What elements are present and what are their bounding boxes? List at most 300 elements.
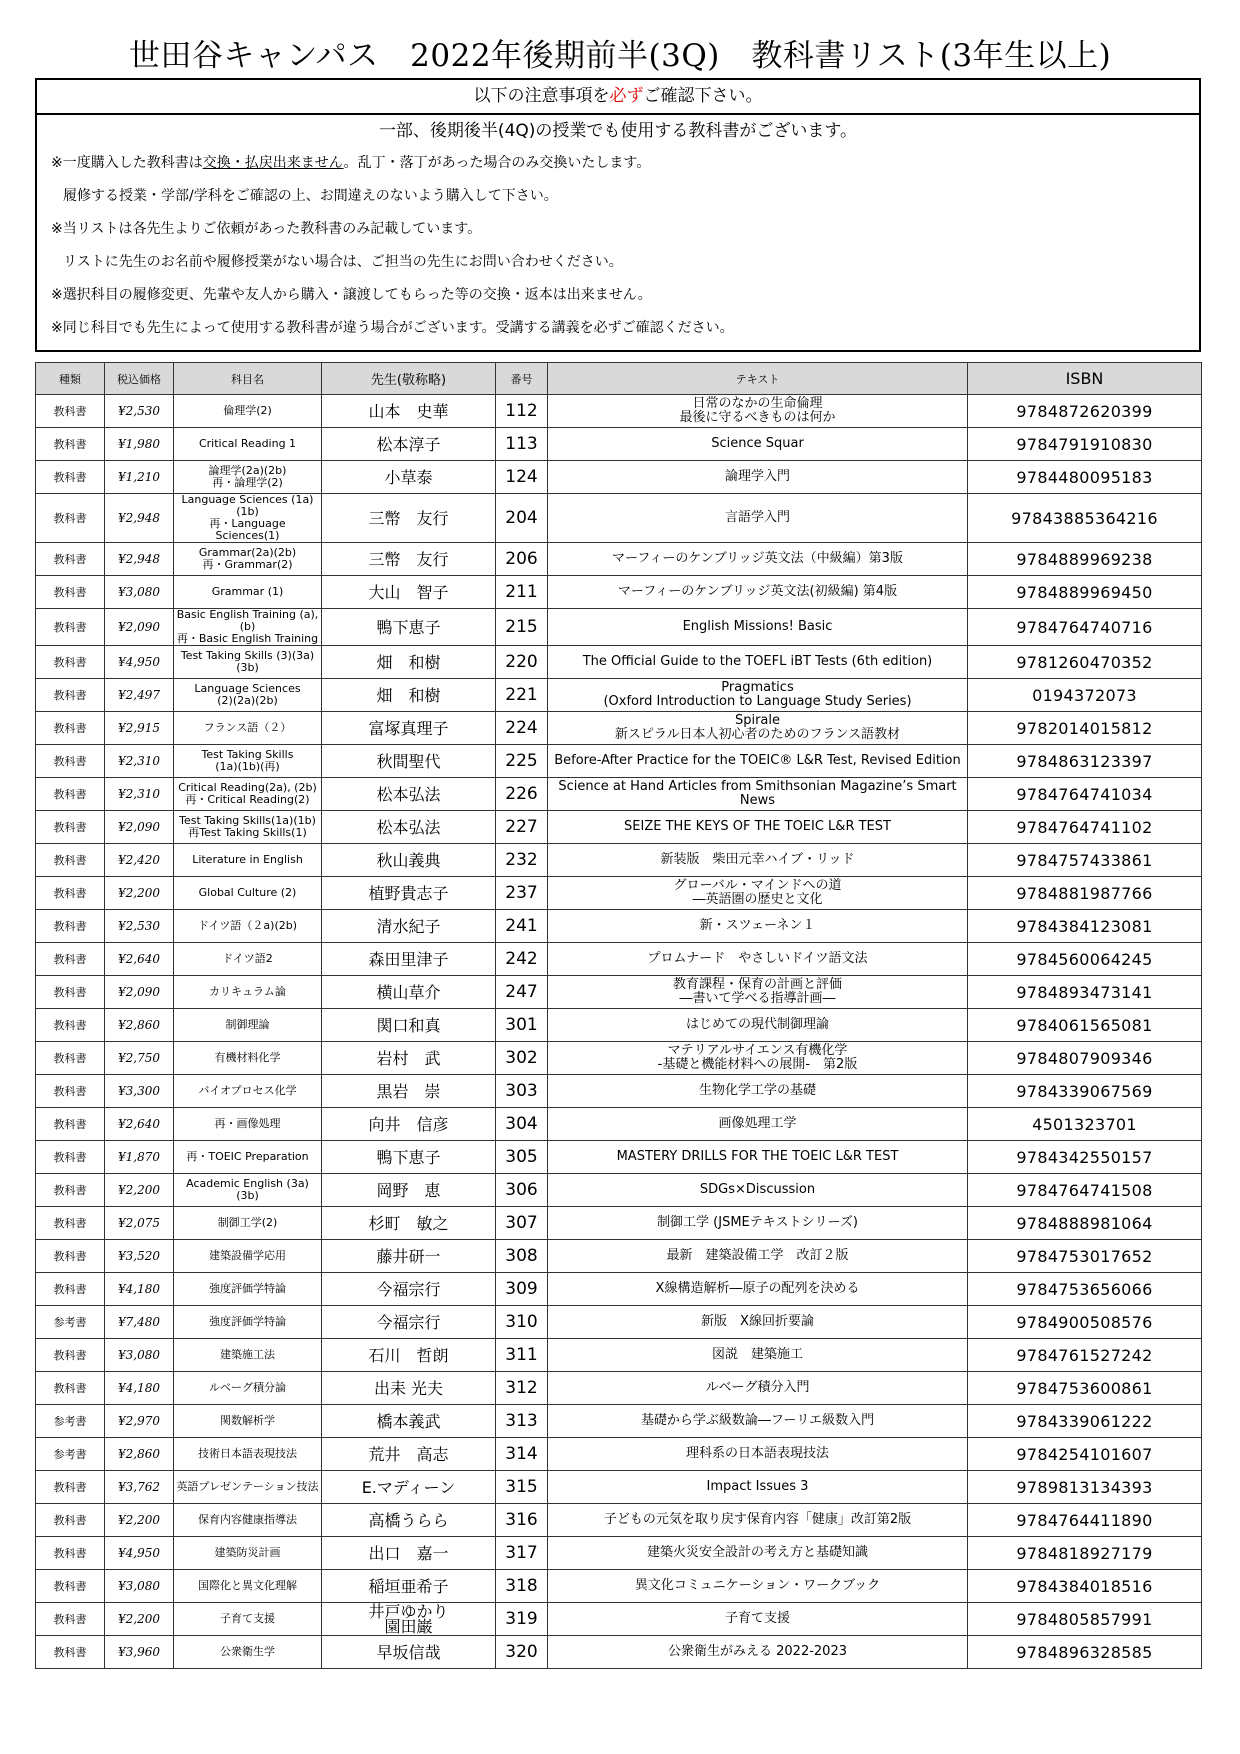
subject-cell-line: 再Test Taking Skills(1) — [188, 826, 307, 839]
text-cell — [548, 1009, 968, 1042]
number-cell: 308 — [496, 1240, 548, 1273]
teacher-cell-line: 杉町 敏之 — [368, 1213, 449, 1233]
text-cell — [548, 1240, 968, 1273]
text-cell — [548, 943, 968, 976]
notice-line: リストに先生のお名前や履修授業がない場合は、ご担当の先生にお問い合わせください。 — [63, 254, 623, 270]
teacher-cell — [322, 1009, 496, 1042]
text-cell — [548, 1108, 968, 1141]
isbn-cell: 0194372073 — [968, 679, 1202, 712]
type-cell: 教科書 — [36, 778, 105, 811]
number-cell: 319 — [496, 1603, 548, 1636]
isbn-cell: 9784805857991 — [968, 1603, 1202, 1636]
number-cell: 313 — [496, 1405, 548, 1438]
subject-cell — [174, 1405, 322, 1438]
teacher-cell — [322, 576, 496, 609]
teacher-cell-line: 植野貴志子 — [368, 883, 449, 903]
price-cell: ¥3,300 — [105, 1075, 174, 1108]
isbn-cell: 4501323701 — [968, 1108, 1202, 1141]
teacher-cell — [322, 745, 496, 778]
text-cell — [548, 1405, 968, 1438]
table-row — [36, 461, 1202, 494]
text-cell — [548, 844, 968, 877]
subject-cell — [174, 646, 322, 679]
isbn-cell: 9784764741034 — [968, 778, 1202, 811]
teacher-cell-line: E.マディーン — [361, 1477, 456, 1497]
teacher-cell — [322, 1174, 496, 1207]
price-cell: ¥2,090 — [105, 976, 174, 1009]
type-cell: 教科書 — [36, 395, 105, 428]
number-cell: 320 — [496, 1636, 548, 1669]
notice-line: 一部、後期後半(4Q)の授業でも使用する教科書がございます。 — [378, 121, 858, 141]
table-row — [36, 609, 1202, 646]
page-title: 世田谷キャンパス 2022年後期前半(3Q) 教科書リスト(3年生以上) — [128, 38, 1112, 74]
subject-cell-line: Basic English Training (a), (b) — [176, 608, 319, 633]
number-cell: 303 — [496, 1075, 548, 1108]
subject-cell — [174, 811, 322, 844]
teacher-cell — [322, 811, 496, 844]
text-cell — [548, 910, 968, 943]
text-cell-line: ―書いて学べる指導計画― — [679, 991, 836, 1006]
teacher-cell-line: 秋間聖代 — [376, 751, 441, 771]
table-row — [36, 1537, 1202, 1570]
table-row — [36, 1240, 1202, 1273]
subject-cell-line: 強度評価学特論 — [209, 1282, 286, 1295]
isbn-cell: 9789813134393 — [968, 1471, 1202, 1504]
teacher-cell-line: 富塚真理子 — [368, 718, 449, 738]
text-cell-line: 新・スツェーネン１ — [699, 918, 816, 933]
type-cell: 教科書 — [36, 712, 105, 745]
table-row — [36, 395, 1202, 428]
type-cell: 教科書 — [36, 877, 105, 910]
text-cell-line: ―英語圏の歴史と文化 — [692, 892, 823, 907]
table-row — [36, 943, 1202, 976]
isbn-cell: 9784888981064 — [968, 1207, 1202, 1240]
table-row — [36, 1174, 1202, 1207]
text-cell-line: English Missions! Basic — [682, 619, 833, 634]
table-row — [36, 1570, 1202, 1603]
teacher-cell-line: 三幣 友行 — [368, 549, 449, 569]
teacher-cell — [322, 844, 496, 877]
teacher-cell — [322, 1636, 496, 1669]
teacher-cell-line: 早坂信哉 — [376, 1642, 441, 1662]
teacher-cell-line: 荒井 高志 — [368, 1444, 449, 1464]
subject-cell — [174, 1273, 322, 1306]
text-cell-line: MASTERY DRILLS FOR THE TOEIC L&R TEST — [616, 1149, 899, 1164]
teacher-cell — [322, 1075, 496, 1108]
subject-cell — [174, 1108, 322, 1141]
table-row — [36, 1636, 1202, 1669]
isbn-cell: 9784339061222 — [968, 1405, 1202, 1438]
notice-line: ※一度購入した教科書は交換・払戻出来ません。乱丁・落丁があった場合のみ交換いたします。 — [51, 155, 651, 171]
subject-cell — [174, 910, 322, 943]
teacher-cell-line: 松本弘法 — [376, 784, 441, 804]
subject-cell-line: Global Culture (2) — [198, 886, 297, 899]
text-cell-line: 生物化学工学の基礎 — [698, 1083, 816, 1098]
type-cell: 教科書 — [36, 609, 105, 646]
number-cell: 112 — [496, 395, 548, 428]
text-cell — [548, 712, 968, 745]
teacher-cell — [322, 395, 496, 428]
price-cell: ¥2,420 — [105, 844, 174, 877]
table-row — [36, 1339, 1202, 1372]
text-cell — [548, 1306, 968, 1339]
text-cell — [548, 778, 968, 811]
text-cell-line: マーフィーのケンブリッジ英文法（中級編）第3版 — [612, 551, 903, 566]
text-cell — [548, 976, 968, 1009]
teacher-cell-line: 今福宗行 — [376, 1312, 441, 1332]
column-header-number: 番号 — [496, 363, 548, 395]
number-cell: 312 — [496, 1372, 548, 1405]
table-row — [36, 428, 1202, 461]
price-cell: ¥2,860 — [105, 1438, 174, 1471]
number-cell: 314 — [496, 1438, 548, 1471]
textbook-table — [35, 362, 1202, 1669]
teacher-cell — [322, 1141, 496, 1174]
notice-line: ※同じ科目でも先生によって使用する教科書が違う場合がございます。受講する講義を必ずご確認ください。 — [51, 320, 734, 336]
isbn-cell: 9784900508576 — [968, 1306, 1202, 1339]
column-header-text: テキスト — [548, 363, 968, 395]
number-cell: 317 — [496, 1537, 548, 1570]
subject-cell-line: 建築防災計画 — [214, 1546, 281, 1559]
price-cell: ¥3,520 — [105, 1240, 174, 1273]
text-cell — [548, 1471, 968, 1504]
text-cell — [548, 1075, 968, 1108]
text-cell-line: 新装版 柴田元幸ハイブ・リッド — [660, 852, 855, 867]
subject-cell — [174, 395, 322, 428]
number-cell: 307 — [496, 1207, 548, 1240]
isbn-cell: 9784893473141 — [968, 976, 1202, 1009]
type-cell: 参考書 — [36, 1438, 105, 1471]
type-cell: 教科書 — [36, 943, 105, 976]
price-cell: ¥2,497 — [105, 679, 174, 712]
teacher-cell-line: 山本 史華 — [368, 401, 449, 421]
table-row — [36, 1207, 1202, 1240]
table-row — [36, 1108, 1202, 1141]
subject-cell-line: 建築施工法 — [220, 1348, 275, 1361]
text-cell — [548, 428, 968, 461]
price-cell: ¥7,480 — [105, 1306, 174, 1339]
subject-cell-line: 論理学(2a)(2b) — [208, 464, 287, 477]
subject-cell-line: 再・Language Sciences(1) — [209, 517, 286, 542]
teacher-cell-line: 秋山義典 — [376, 850, 441, 870]
teacher-cell-line: 井戸ゆかり — [368, 1602, 449, 1621]
subject-cell-line: (2)(2a)(2b) — [217, 694, 278, 707]
subject-cell-line: 英語プレゼンテーション技法 — [176, 1480, 319, 1493]
text-cell — [548, 1273, 968, 1306]
text-cell-line: 教育課程・保育の計画と評価 — [672, 977, 842, 992]
text-cell — [548, 679, 968, 712]
notice-line: 履修する授業・学部/学科をご確認の上、お間違えのないよう購入して下さい。 — [63, 188, 558, 204]
price-cell: ¥2,948 — [105, 494, 174, 543]
subject-cell — [174, 543, 322, 576]
teacher-cell — [322, 1207, 496, 1240]
text-cell-line: はじめての現代制御理論 — [685, 1017, 829, 1032]
price-cell: ¥2,915 — [105, 712, 174, 745]
type-cell: 教科書 — [36, 1339, 105, 1372]
isbn-cell: 9784560064245 — [968, 943, 1202, 976]
type-cell: 教科書 — [36, 1636, 105, 1669]
text-cell — [548, 877, 968, 910]
teacher-cell-line: 小草泰 — [384, 467, 433, 487]
isbn-cell: 9784764411890 — [968, 1504, 1202, 1537]
subject-cell — [174, 1372, 322, 1405]
number-cell: 315 — [496, 1471, 548, 1504]
teacher-cell — [322, 976, 496, 1009]
teacher-cell — [322, 1438, 496, 1471]
price-cell: ¥2,970 — [105, 1405, 174, 1438]
teacher-cell — [322, 1306, 496, 1339]
text-cell-line: ルベーグ積分入門 — [705, 1380, 810, 1395]
table-row — [36, 1504, 1202, 1537]
subject-cell — [174, 461, 322, 494]
isbn-cell: 9784889969238 — [968, 543, 1202, 576]
price-cell: ¥2,090 — [105, 811, 174, 844]
text-cell-line: プロムナード やさしいドイツ語文法 — [647, 951, 868, 966]
subject-cell-line: Grammar(2a)(2b) — [198, 546, 297, 559]
table-row — [36, 1075, 1202, 1108]
text-cell — [548, 461, 968, 494]
teacher-cell — [322, 712, 496, 745]
number-cell: 318 — [496, 1570, 548, 1603]
isbn-cell: 9784384018516 — [968, 1570, 1202, 1603]
teacher-cell-line: 鴨下恵子 — [376, 617, 441, 637]
teacher-cell-line: 松本弘法 — [376, 817, 441, 837]
isbn-cell: 9784254101607 — [968, 1438, 1202, 1471]
type-cell: 教科書 — [36, 576, 105, 609]
text-cell — [548, 1207, 968, 1240]
subject-cell-line: バイオプロセス化学 — [198, 1084, 297, 1097]
teacher-cell — [322, 679, 496, 712]
type-cell: 教科書 — [36, 1537, 105, 1570]
text-cell — [548, 1603, 968, 1636]
table-row — [36, 1405, 1202, 1438]
table-row — [36, 576, 1202, 609]
notice-line: ※当リストは各先生よりご依頼があった教科書のみ記載しています。 — [51, 221, 482, 237]
type-cell: 教科書 — [36, 1108, 105, 1141]
type-cell: 教科書 — [36, 1141, 105, 1174]
teacher-cell — [322, 1042, 496, 1075]
teacher-cell — [322, 461, 496, 494]
text-cell — [548, 646, 968, 679]
teacher-cell-line: 橋本義武 — [376, 1411, 441, 1431]
table-row — [36, 976, 1202, 1009]
number-cell: 247 — [496, 976, 548, 1009]
isbn-cell: 9784339067569 — [968, 1075, 1202, 1108]
teacher-cell — [322, 1537, 496, 1570]
price-cell: ¥4,950 — [105, 646, 174, 679]
subject-cell — [174, 1537, 322, 1570]
emphasis-text: 必ず — [609, 86, 644, 106]
subject-cell-line: ルベーグ積分論 — [209, 1381, 286, 1394]
text-cell-line: 新スピラル日本人初心者のためのフランス語教材 — [614, 727, 901, 742]
table-row — [36, 1273, 1202, 1306]
isbn-cell: 9784753017652 — [968, 1240, 1202, 1273]
table-row — [36, 1603, 1202, 1636]
subject-cell — [174, 712, 322, 745]
teacher-cell-line: 園田巌 — [384, 1617, 433, 1636]
text-cell-line: 異文化コミュニケーション・ワークブック — [634, 1578, 881, 1593]
subject-cell — [174, 1075, 322, 1108]
teacher-cell — [322, 910, 496, 943]
subject-cell — [174, 1603, 322, 1636]
number-cell: 221 — [496, 679, 548, 712]
teacher-cell — [322, 1339, 496, 1372]
subject-cell — [174, 745, 322, 778]
subject-cell-line: カリキュラム論 — [209, 985, 286, 998]
number-cell: 310 — [496, 1306, 548, 1339]
teacher-cell — [322, 1603, 496, 1636]
price-cell: ¥3,080 — [105, 576, 174, 609]
subject-cell — [174, 1174, 322, 1207]
text-cell — [548, 1339, 968, 1372]
subject-cell — [174, 494, 322, 543]
isbn-cell: 9784757433861 — [968, 844, 1202, 877]
teacher-cell-line: 稲垣亜希子 — [368, 1576, 449, 1596]
text-cell-line: 建築火災安全設計の考え方と基礎知識 — [646, 1545, 868, 1560]
number-cell: 224 — [496, 712, 548, 745]
teacher-cell — [322, 1471, 496, 1504]
text-cell — [548, 543, 968, 576]
subject-cell-line: Academic English (3a)(3b) — [186, 1177, 309, 1202]
subject-cell-line: 再・Basic English Training — [176, 632, 319, 645]
table-row — [36, 745, 1202, 778]
subject-cell — [174, 1240, 322, 1273]
teacher-cell-line: 三幣 友行 — [368, 508, 449, 528]
price-cell: ¥2,860 — [105, 1009, 174, 1042]
text-cell-line: マーフィーのケンブリッジ英文法(初級編) 第4版 — [617, 584, 898, 599]
price-cell: ¥2,200 — [105, 877, 174, 910]
teacher-cell-line: 岩村 武 — [376, 1048, 441, 1068]
teacher-cell — [322, 1273, 496, 1306]
teacher-cell — [322, 1240, 496, 1273]
table-row — [36, 778, 1202, 811]
price-cell: ¥1,870 — [105, 1141, 174, 1174]
table-row — [36, 1372, 1202, 1405]
underlined-text: 交換・払戻出来ません — [202, 155, 344, 171]
price-cell: ¥3,762 — [105, 1471, 174, 1504]
isbn-cell: 9784384123081 — [968, 910, 1202, 943]
subject-cell-line: Test Taking Skills (3)(3a)(3b) — [180, 649, 315, 674]
type-cell: 教科書 — [36, 745, 105, 778]
subject-cell — [174, 1306, 322, 1339]
type-cell: 教科書 — [36, 428, 105, 461]
teacher-cell-line: 鴨下恵子 — [376, 1147, 441, 1167]
subject-cell — [174, 576, 322, 609]
isbn-cell: 9784863123397 — [968, 745, 1202, 778]
text-cell-line: 日常のなかの生命倫理 — [692, 396, 823, 411]
subject-cell — [174, 609, 322, 646]
isbn-cell: 9784791910830 — [968, 428, 1202, 461]
subject-cell — [174, 1339, 322, 1372]
price-cell: ¥2,530 — [105, 395, 174, 428]
table-row — [36, 1042, 1202, 1075]
subject-cell-line: (1a)(1b)(再) — [215, 760, 280, 773]
type-cell: 参考書 — [36, 1306, 105, 1339]
table-row — [36, 1306, 1202, 1339]
teacher-cell — [322, 877, 496, 910]
teacher-cell — [322, 1570, 496, 1603]
subject-cell — [174, 976, 322, 1009]
subject-cell — [174, 778, 322, 811]
number-cell: 204 — [496, 494, 548, 543]
isbn-cell: 9784872620399 — [968, 395, 1202, 428]
teacher-cell — [322, 428, 496, 461]
table-row — [36, 910, 1202, 943]
price-cell: ¥2,200 — [105, 1504, 174, 1537]
text-cell-line: SDGs×Discussion — [699, 1182, 816, 1197]
text-cell-line: 言語学入門 — [724, 510, 790, 525]
isbn-cell: 9784881987766 — [968, 877, 1202, 910]
number-cell: 226 — [496, 778, 548, 811]
isbn-cell: 9784896328585 — [968, 1636, 1202, 1669]
subject-cell — [174, 679, 322, 712]
teacher-cell-line: 黒岩 崇 — [376, 1081, 441, 1101]
teacher-cell-line: 高橋うらら — [368, 1510, 449, 1530]
price-cell: ¥2,640 — [105, 943, 174, 976]
isbn-cell: 9784807909346 — [968, 1042, 1202, 1075]
subject-cell-line: Language Sciences (1a)(1b) — [181, 493, 314, 518]
text-cell — [548, 745, 968, 778]
number-cell: 232 — [496, 844, 548, 877]
isbn-cell: 9784889969450 — [968, 576, 1202, 609]
type-cell: 教科書 — [36, 646, 105, 679]
table-row — [36, 679, 1202, 712]
number-cell: 302 — [496, 1042, 548, 1075]
teacher-cell-line: 松本淳子 — [376, 434, 441, 454]
text-cell-line: 最後に守るべきものは何か — [679, 410, 836, 425]
text-cell-line: News — [739, 793, 776, 808]
table-row — [36, 1471, 1202, 1504]
price-cell: ¥1,980 — [105, 428, 174, 461]
type-cell: 教科書 — [36, 1009, 105, 1042]
subject-cell — [174, 1009, 322, 1042]
isbn-cell: 97843885364216 — [968, 494, 1202, 543]
type-cell: 教科書 — [36, 976, 105, 1009]
text-cell-line: Science Squar — [711, 436, 804, 451]
text-cell-line: Spirale — [734, 713, 781, 728]
teacher-cell — [322, 494, 496, 543]
subject-cell-line: 制御理論 — [225, 1018, 270, 1031]
text-cell — [548, 1042, 968, 1075]
isbn-cell: 9784342550157 — [968, 1141, 1202, 1174]
text-cell-line: Pragmatics — [721, 680, 794, 695]
type-cell: 教科書 — [36, 1570, 105, 1603]
teacher-cell — [322, 1372, 496, 1405]
subject-cell-line: Critical Reading 1 — [198, 437, 297, 450]
subject-cell — [174, 877, 322, 910]
subject-cell-line: 建築設備学応用 — [209, 1249, 286, 1262]
number-cell: 306 — [496, 1174, 548, 1207]
teacher-cell-line: 今福宗行 — [376, 1279, 441, 1299]
teacher-cell — [322, 778, 496, 811]
isbn-cell: 9784764741102 — [968, 811, 1202, 844]
number-cell: 227 — [496, 811, 548, 844]
price-cell: ¥4,180 — [105, 1273, 174, 1306]
subject-cell-line: 子育て支援 — [220, 1612, 275, 1625]
number-cell: 305 — [496, 1141, 548, 1174]
type-cell: 教科書 — [36, 844, 105, 877]
number-cell: 220 — [496, 646, 548, 679]
subject-cell — [174, 428, 322, 461]
teacher-cell-line: 関口和真 — [376, 1015, 441, 1035]
subject-cell-line: フランス語（２） — [203, 721, 292, 734]
teacher-cell-line: 畑 和樹 — [376, 685, 441, 705]
subject-cell-line: 公衆衛生学 — [220, 1645, 275, 1658]
subject-cell-line: Grammar (1) — [211, 585, 284, 598]
table-row — [36, 646, 1202, 679]
teacher-cell-line: 大山 智子 — [368, 582, 449, 602]
price-cell: ¥2,948 — [105, 543, 174, 576]
